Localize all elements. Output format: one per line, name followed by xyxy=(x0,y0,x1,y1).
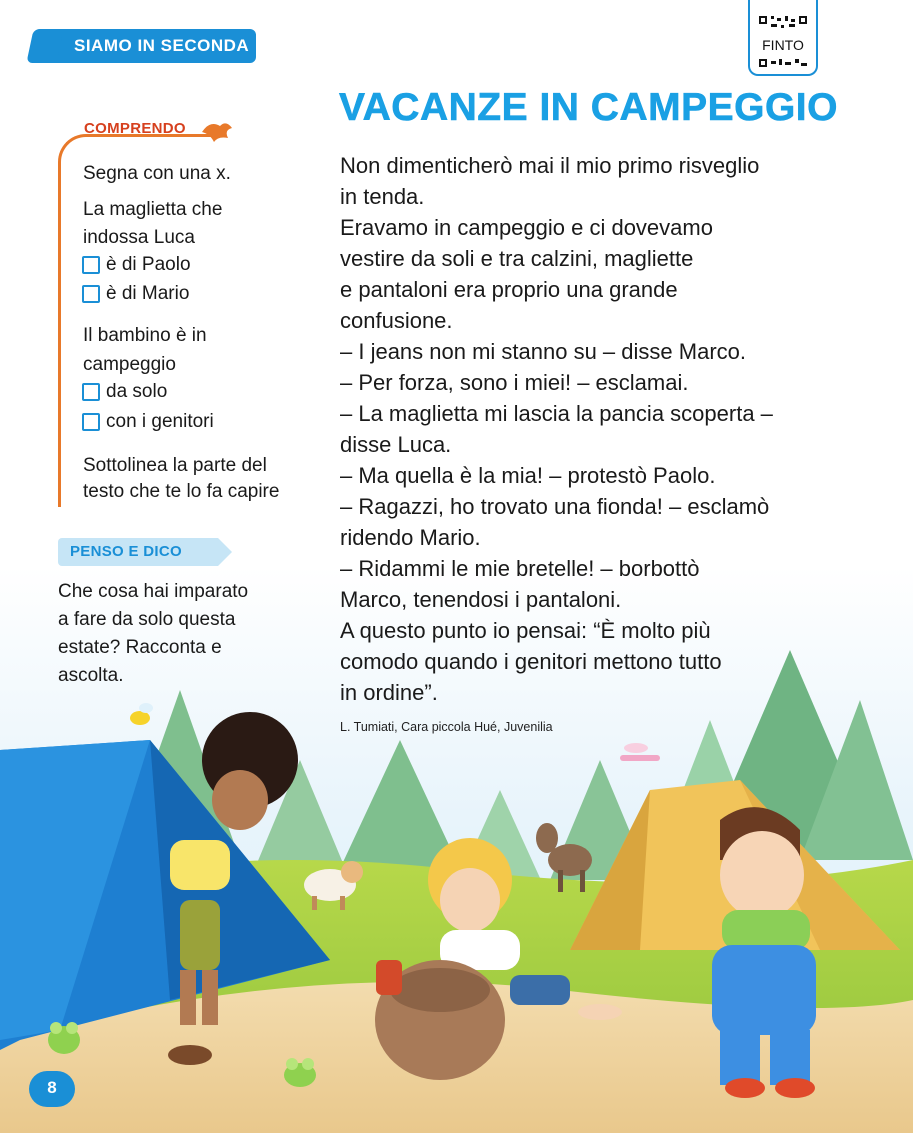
checkbox[interactable] xyxy=(82,383,100,401)
underline-task-line: Sottolinea la parte del xyxy=(83,455,267,476)
comprendo-label: COMPRENDO xyxy=(84,120,186,137)
backpack-icon xyxy=(375,960,505,1080)
penso-line: estate? Racconta e xyxy=(58,637,222,658)
story-line: disse Luca. xyxy=(340,432,452,457)
answer-option-label: con i genitori xyxy=(106,411,214,432)
story-line: in tenda. xyxy=(340,184,425,209)
story-line: – Ma quella è la mia! – protestò Paolo. xyxy=(340,463,716,488)
story-line: Non dimenticherò mai il mio primo risveglio xyxy=(340,153,760,178)
story-line: – Per forza, sono i miei! – esclamai. xyxy=(340,370,689,395)
qr-label: FINTO xyxy=(762,37,804,53)
qr-code-icon xyxy=(759,55,807,69)
story-line: – Ragazzi, ho trovato una fionda! – esclamò xyxy=(340,494,770,519)
story-line: Marco, tenendosi i pantaloni. xyxy=(340,587,622,612)
answer-option-label: è di Paolo xyxy=(106,254,191,275)
story-line: – La maglietta mi lascia la pancia scoperta – xyxy=(340,401,773,426)
answer-option[interactable] xyxy=(82,254,191,276)
story-source: L. Tumiati, Cara piccola Hué, Juvenilia xyxy=(340,720,553,734)
story-line: in ordine”. xyxy=(340,680,438,705)
story-text xyxy=(340,150,840,708)
answer-option[interactable] xyxy=(82,411,214,433)
question-2-line: Il bambino è in xyxy=(83,325,207,346)
answer-option[interactable] xyxy=(82,381,167,403)
penso-label: PENSO E DICO xyxy=(70,543,182,560)
answer-option-label: è di Mario xyxy=(106,283,190,304)
question-1-line: La maglietta che xyxy=(83,199,223,220)
question-1-line: indossa Luca xyxy=(83,227,195,248)
story-line: ridendo Mario. xyxy=(340,525,481,550)
checkbox[interactable] xyxy=(82,413,100,431)
frog-icon xyxy=(48,1022,80,1054)
flame-icon xyxy=(200,118,234,144)
story-line: comodo quando i genitori mettono tutto xyxy=(340,649,722,674)
story-line: – Ridammi le mie bretelle! – borbottò xyxy=(340,556,700,581)
story-line: A questo punto io pensai: “È molto più xyxy=(340,618,711,643)
story-line: e pantaloni era proprio una grande xyxy=(340,277,678,302)
section-badge xyxy=(40,29,256,63)
answer-option-label: da solo xyxy=(106,381,168,402)
story-line: confusione. xyxy=(340,308,453,333)
penso-line: ascolta. xyxy=(58,665,124,686)
question-2-line: campeggio xyxy=(83,354,176,375)
qr-code-icon xyxy=(759,16,807,36)
checkbox[interactable] xyxy=(82,285,100,303)
story-title: VACANZE IN CAMPEGGIO xyxy=(339,86,838,129)
page-number-badge xyxy=(29,1071,75,1107)
penso-label-tag xyxy=(58,538,218,566)
story-line: – I jeans non mi stanno su – disse Marco. xyxy=(340,339,746,364)
answer-option[interactable] xyxy=(82,283,189,305)
penso-line: a fare da solo questa xyxy=(58,609,236,630)
story-line: vestire da soli e tra calzini, magliette xyxy=(340,246,694,271)
story-line: Eravamo in campeggio e ci dovevamo xyxy=(340,215,713,240)
penso-line: Che cosa hai imparato xyxy=(58,581,249,602)
comprendo-instruction: Segna con una x. xyxy=(83,163,231,184)
section-label: SIAMO IN SECONDA xyxy=(74,36,250,55)
page-number: 8 xyxy=(47,1078,57,1097)
qr-code-box[interactable] xyxy=(748,0,818,76)
checkbox[interactable] xyxy=(82,256,100,274)
underline-task-line: testo che te lo fa capire xyxy=(83,481,280,502)
